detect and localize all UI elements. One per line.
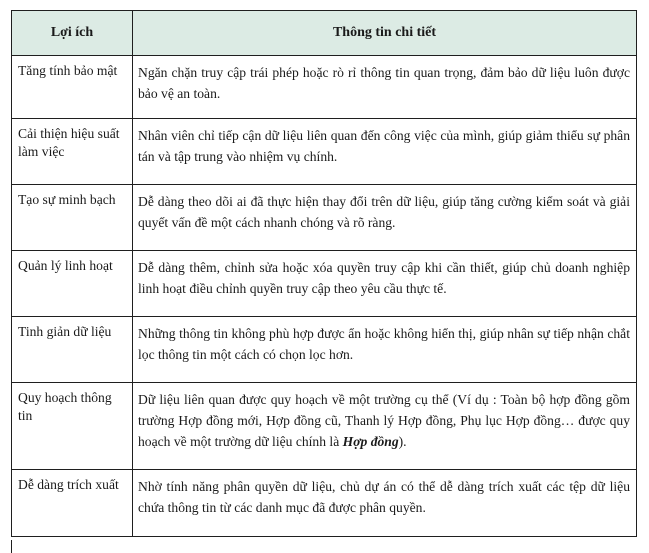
detail-cell: [133, 383, 637, 470]
detail-cell: Nhân viên chỉ tiếp cận dữ liệu liên quan đến công việc của mình, giúp giảm thiểu sự phân tán và tập trung vào nhiệm vụ chính.: [133, 119, 637, 185]
detail-text: Dữ liệu liên quan được quy hoạch về một trường cụ thể (Ví dụ : Toàn bộ hợp đồng gồm trường Hợp đồng mới, Hợp đồng cũ, Thanh lý Hợp đồng, Phụ lục Hợp đồng… được quy hoạch về một trường dữ liệu chính là: [138, 392, 630, 449]
header-row: [12, 11, 637, 56]
benefit-cell: Tinh giản dữ liệu: [12, 317, 133, 383]
detail-emphasis: Hợp đồng: [342, 434, 399, 449]
table-row: [12, 251, 637, 317]
benefit-cell: Dễ dàng trích xuất: [12, 470, 133, 537]
benefits-table: [11, 10, 637, 537]
benefit-cell: Quản lý linh hoạt: [12, 251, 133, 317]
table-row: [12, 185, 637, 251]
detail-cell: Những thông tin không phù hợp được ẩn hoặc không hiển thị, giúp nhân sự tiếp nhận chắt lọc thông tin một cách có chọn lọc hơn.: [133, 317, 637, 383]
detail-cell: Ngăn chặn truy cập trái phép hoặc rò rỉ thông tin quan trọng, đảm bảo dữ liệu luôn được bảo vệ an toàn.: [133, 56, 637, 119]
table-body: [12, 56, 637, 537]
header-detail: Thông tin chi tiết: [133, 11, 637, 56]
table-header: [12, 11, 637, 56]
benefit-cell: Quy hoạch thông tin: [12, 383, 133, 470]
detail-text-end: ).: [398, 434, 407, 449]
header-benefit: Lợi ích: [12, 11, 133, 56]
benefit-cell: Tăng tính bảo mật: [12, 56, 133, 119]
table-row: [12, 119, 637, 185]
detail-cell: Dễ dàng thêm, chỉnh sửa hoặc xóa quyền truy cập khi cần thiết, giúp chủ doanh nghiệp linh hoạt điều chỉnh quyền truy cập theo yêu cầu thực tế.: [133, 251, 637, 317]
benefit-cell: Cải thiện hiệu suất làm việc: [12, 119, 133, 185]
table-row: [12, 56, 637, 119]
detail-cell: Dễ dàng theo dõi ai đã thực hiện thay đổi trên dữ liệu, giúp tăng cường kiểm soát và giải quyết vấn đề một cách nhanh chóng và rõ ràng.: [133, 185, 637, 251]
page-edge-mark: [11, 540, 12, 553]
table-row: [12, 470, 637, 537]
benefit-cell: Tạo sự minh bạch: [12, 185, 133, 251]
detail-cell: Nhờ tính năng phân quyền dữ liệu, chủ dự án có thể dễ dàng trích xuất các tệp dữ liệu chứa thông tin từ các danh mục đã được phân quyền.: [133, 470, 637, 537]
table-row: [12, 317, 637, 383]
table-row: [12, 383, 637, 470]
